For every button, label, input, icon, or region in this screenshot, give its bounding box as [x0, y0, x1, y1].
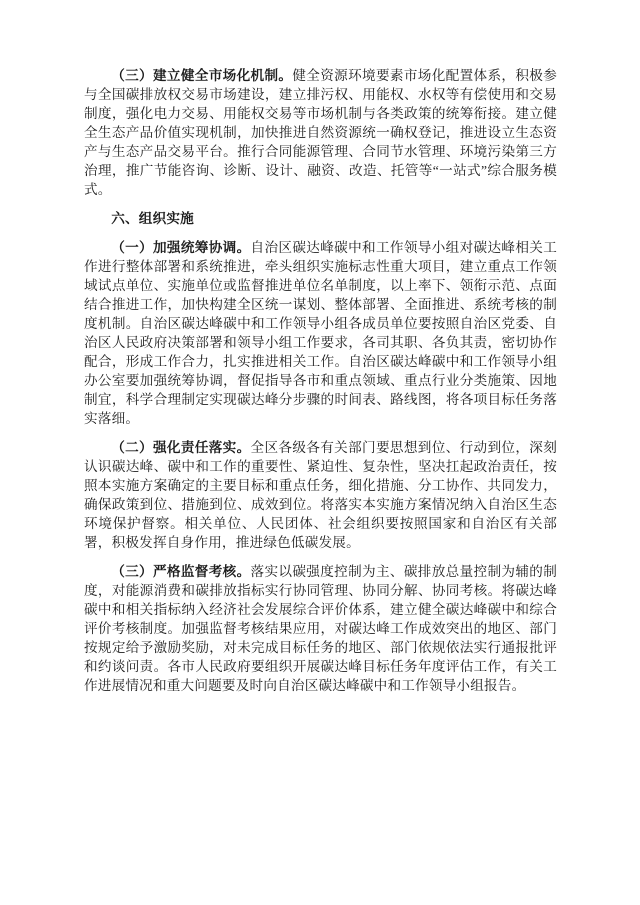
- paragraph-responsibility-lead: （二）强化责任落实。: [111, 440, 251, 455]
- paragraph-coordination-lead: （一）加强统筹协调。: [111, 240, 251, 255]
- paragraph-responsibility-body: 全区各级各有关部门要思想到位、行动到位，深刻认识碳达峰、碳中和工作的重要性、紧迫性、复杂性，坚决扛起政治责任，按照本实施方案确定的主要目标和重点任务，细化措施、分工协作、共同发力，确保政策到位、措施到位、成效到位。将落实本实施方案情况纳入自治区生态环境保护督察。相关单位、人民团体、社会组织要按照国家和自治区有关部署，积极发挥自身作用，推进绿色低碳发展。: [84, 440, 557, 550]
- paragraph-market-mechanism-lead: （三）建立健全市场化机制。: [111, 68, 293, 83]
- paragraph-market-mechanism-body: 健全资源环境要素市场化配置体系，积极参与全国碳排放权交易市场建设，建立排污权、用能权、水权等有偿使用和交易制度，强化电力交易、用能权交易等市场机制与各类政策的统筹衔接。建立健全生态产品价值实现机制，加快推进自然资源统一确权登记，推进设立生态资产与生态产品交易平台。推行合同能源管理、合同节水管理、环境污染第三方治理，推广节能咨询、诊断、设计、融资、改造、托管等“一站式”综合服务模式。: [84, 68, 557, 197]
- section-heading-organization: 六、组织实施: [111, 211, 194, 226]
- paragraph-coordination-body: 自治区碳达峰碳中和工作领导小组对碳达峰相关工作进行整体部署和系统推进，牵头组织实施标志性重大项目，建立重点工作领域试点单位、实施单位或监督推进单位名单制度，以上率下、领衔示范、点面结合推进工作，加快构建全区统一谋划、整体部署、全面推进、系统考核的制度机制。自治区碳达峰碳中和工作领导小组各成员单位要按照自治区党委、自治区人民政府决策部署和领导小组工作要求，各司其职、各负其责，密切协作配合，形成工作合力，扎实推进相关工作。自治区碳达峰碳中和工作领导小组办公室要加强统筹协调，督促指导各市和重点领域、重点行业分类施策、因地制宜，科学合理制定实现碳达峰分步骤的时间表、路线图，将各项目标任务落实落细。: [84, 240, 557, 426]
- paragraph-coordination: [84, 238, 557, 428]
- paragraph-market-mechanism: [84, 66, 557, 199]
- paragraph-assessment-body: 落实以碳强度控制为主、碳排放总量控制为辅的制度，对能源消费和碳排放指标实行协同管理、协同分解、协同考核。将碳达峰碳中和相关指标纳入经济社会发展综合评价体系，建立健全碳达峰碳中和综合评价考核制度。加强监督考核结果应用，对碳达峰工作成效突出的地区、部门按规定给予激励奖励，对未完成目标任务的地区、部门依规依法实行通报批评和约谈问责。各市人民政府要组织开展碳达峰目标任务年度评估工作，有关工作进展情况和重大问题要及时向自治区碳达峰碳中和工作领导小组报告。: [84, 564, 557, 693]
- paragraph-assessment-lead: （三）严格监督考核。: [111, 564, 251, 579]
- paragraph-responsibility: [84, 438, 557, 552]
- paragraph-assessment: [84, 562, 557, 695]
